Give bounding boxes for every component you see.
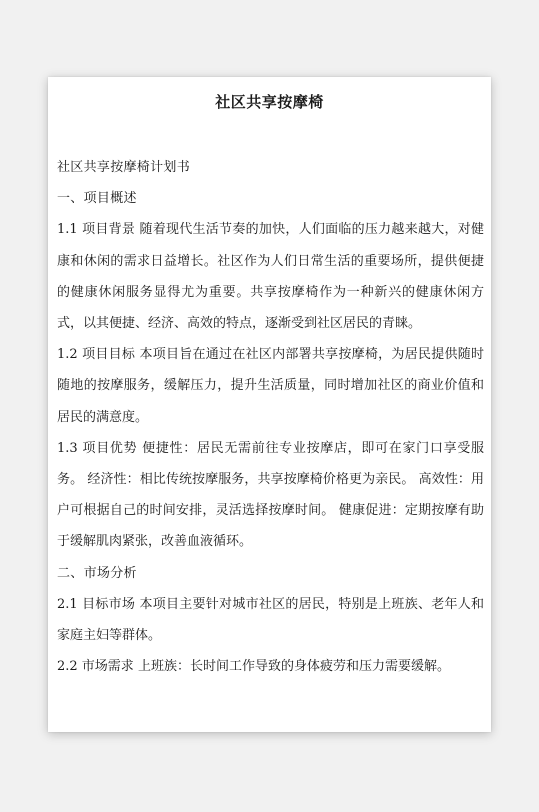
paragraph-goals: 1.2 项目目标 本项目旨在通过在社区内部署共享按摩椅，为居民提供随时随地的按摩服务，缓解压力，提升生活质量，同时增加社区的商业价值和居民的满意度。 bbox=[57, 347, 484, 425]
paragraph-advantages: 1.3 项目优势 便捷性：居民无需前往专业按摩店，即可在家门口享受服务。 经济性：相比传统按摩服务，共享按摩椅价格更为亲民。 高效性：用户可根据自己的时间安排，灵活选择按摩时间。 健康促进：定期按摩有助于缓解肌肉紧张，改善血液循环。 bbox=[57, 440, 484, 550]
document-body bbox=[57, 152, 484, 682]
plan-title: 社区共享按摩椅计划书 bbox=[57, 160, 191, 175]
document-title: 社区共享按摩椅 bbox=[215, 93, 324, 111]
paragraph-background: 1.1 项目背景 随着现代生活节奏的加快，人们面临的压力越来越大，对健康和休闲的需求日益增长。社区作为人们日常生活的重要场所，提供便捷的健康休闲服务显得尤为重要。共享按摩椅作为一种新兴的健康休闲方式，以其便捷、经济、高效的特点，逐渐受到社区居民的青睐。 bbox=[57, 222, 484, 332]
section-heading-market: 二、市场分析 bbox=[57, 565, 137, 581]
paragraph-market-demand: 2.2 市场需求 上班族：长时间工作导致的身体疲劳和压力需要缓解。 bbox=[57, 659, 450, 675]
section-heading-overview: 一、项目概述 bbox=[57, 191, 137, 207]
document-page bbox=[48, 77, 491, 732]
paragraph-target-market: 2.1 目标市场 本项目主要针对城市社区的居民，特别是上班族、老年人和家庭主妇等群体。 bbox=[57, 596, 484, 644]
